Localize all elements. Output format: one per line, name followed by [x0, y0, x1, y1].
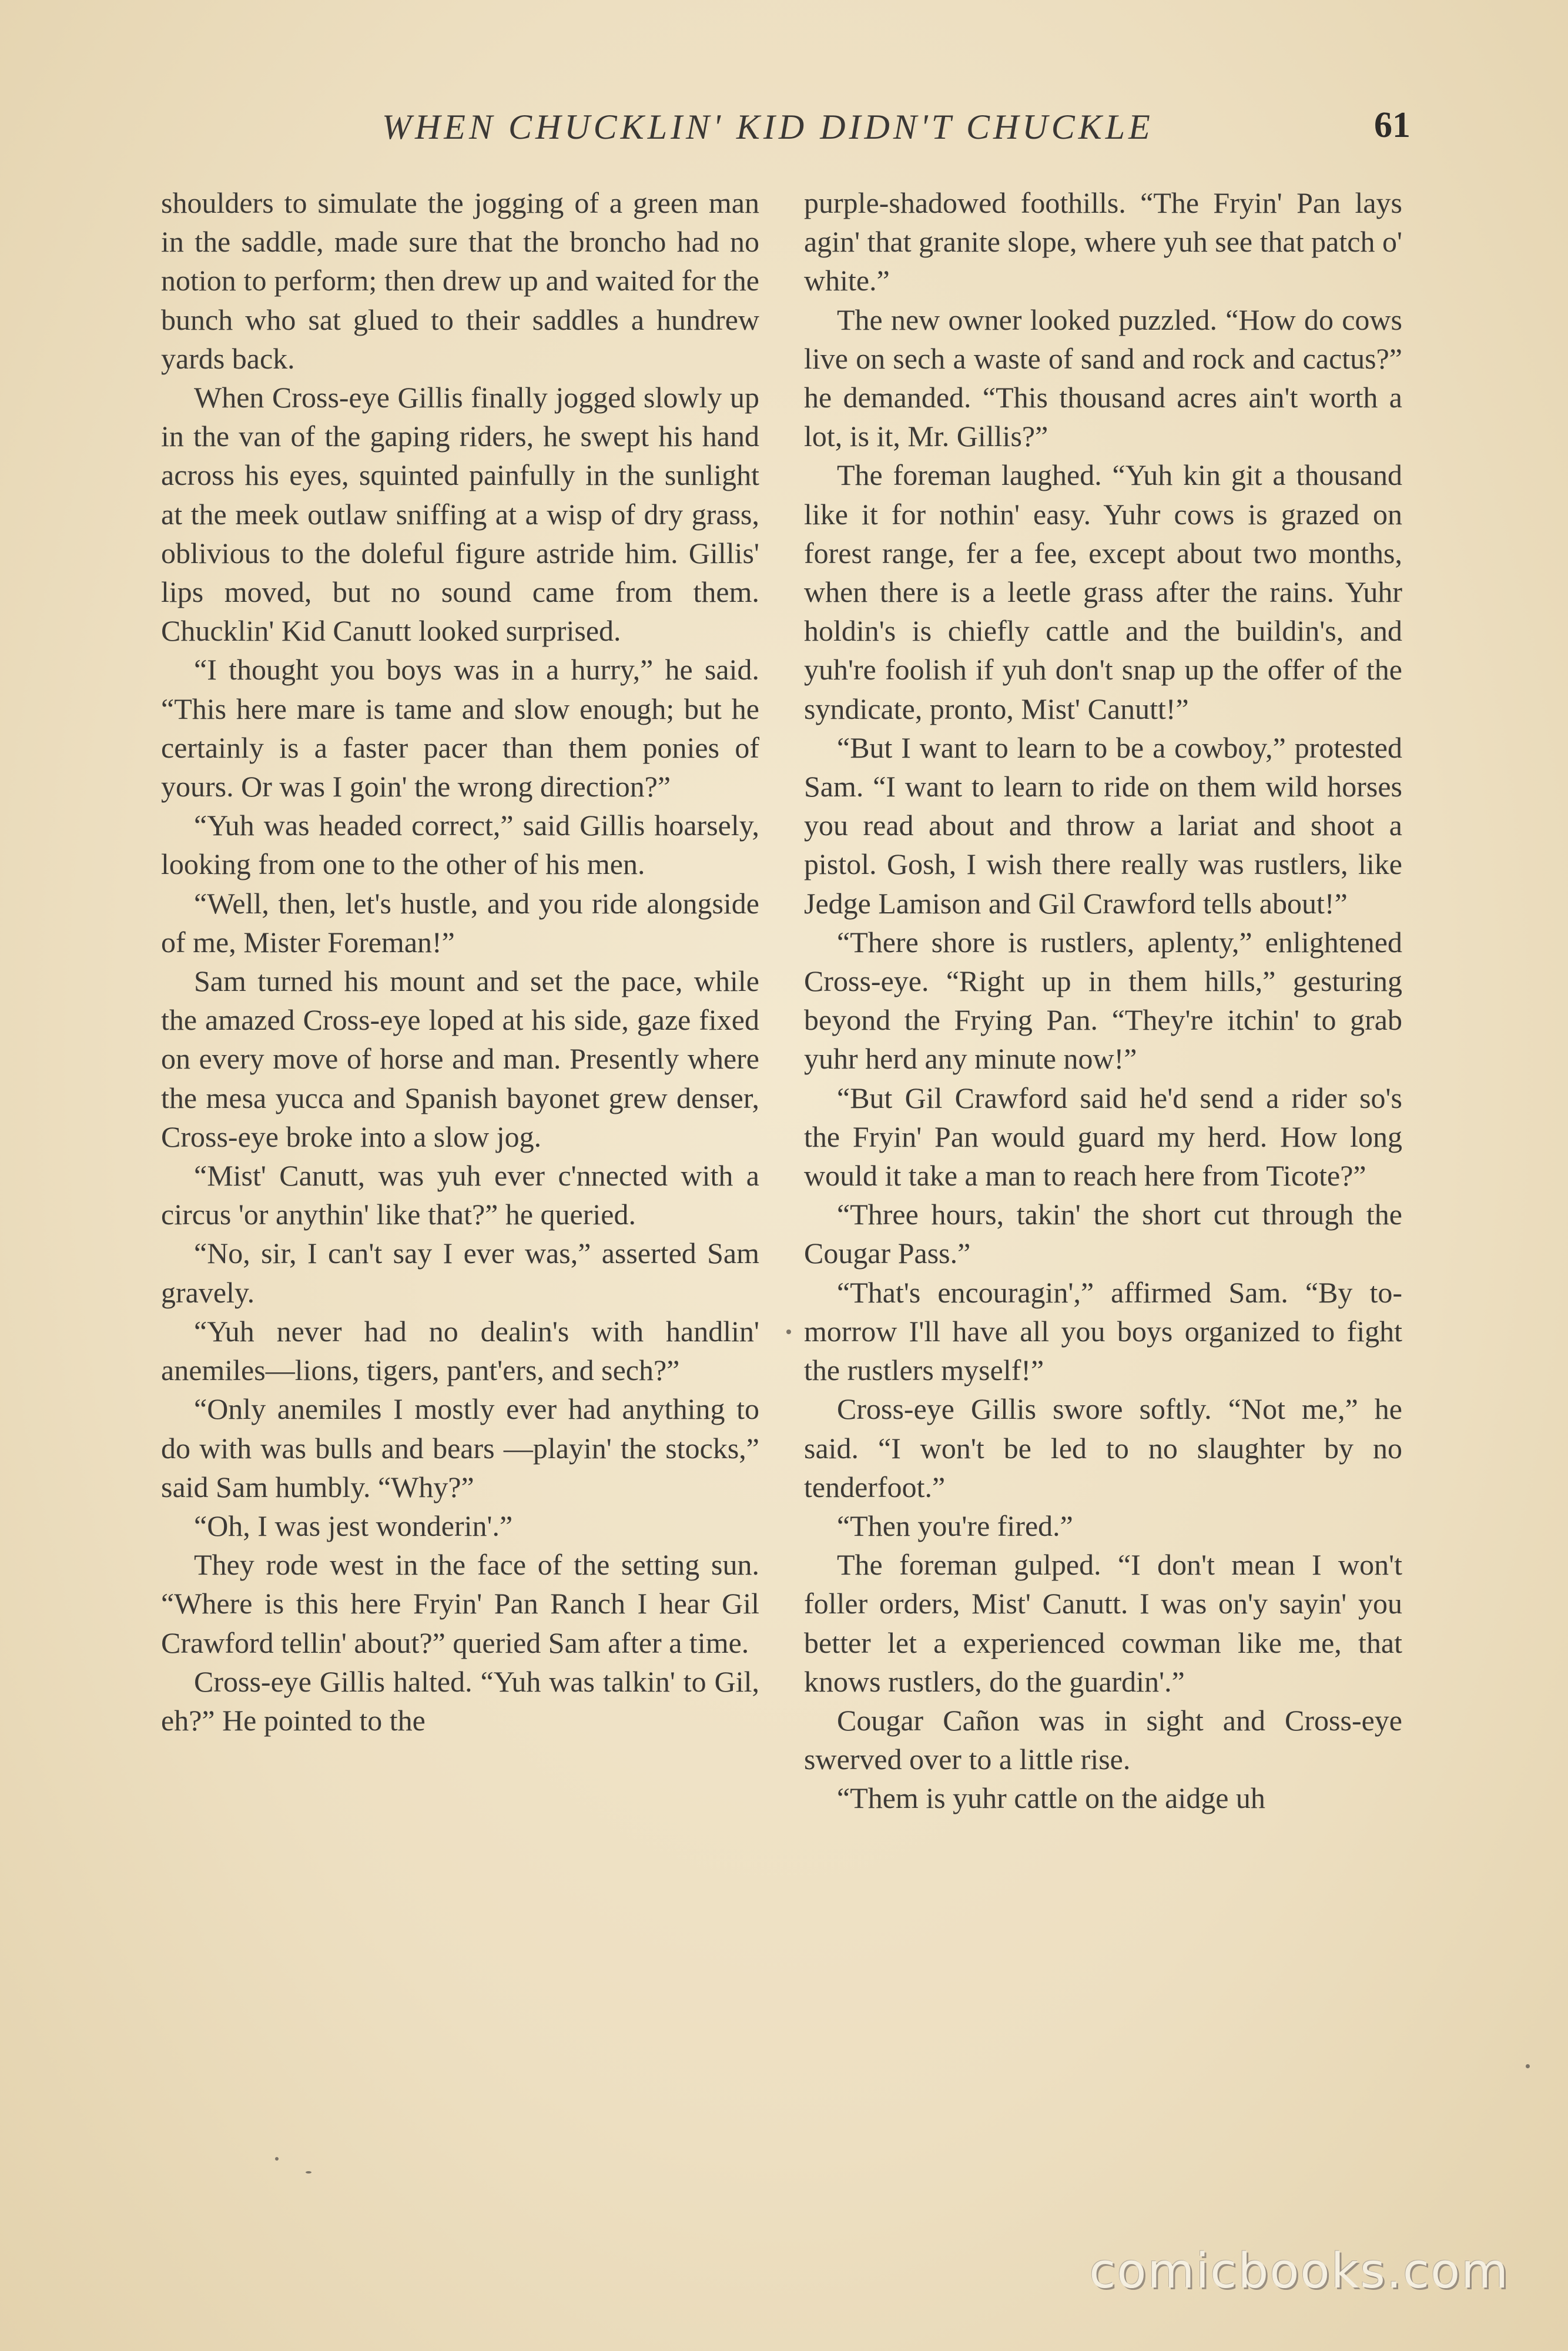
left-text-column — [161, 183, 759, 2182]
paragraph: “But Gil Crawford said he'd send a rider so's the Fryin' Pan would guard my herd. How long would it take a man to reach here from Ticote?” — [804, 1081, 1402, 1193]
running-title: WHEN CHUCKLIN' KID DIDN'T CHUCKLE — [382, 108, 1154, 146]
paper-speck — [786, 1329, 791, 1334]
paragraph: “Then you're fired.” — [837, 1509, 1073, 1542]
paragraph: “That's encouragin',” affirmed Sam. “By to-morrow I'll have all you boys organized to fight the rustlers myself!” — [804, 1275, 1402, 1387]
page-header — [159, 105, 1410, 158]
paragraph: “Three hours, takin' the short cut through the Cougar Pass.” — [804, 1198, 1402, 1270]
paragraph: “Well, then, let's hustle, and you ride alongside of me, Mister Foreman!” — [161, 886, 759, 959]
paragraph: purple-shadowed foothills. “The Fryin' Pan lays agin' that granite slope, where yuh see that patch o' white.” — [804, 186, 1402, 297]
paragraph: The foreman gulped. “I don't mean I won't foller orders, Mist' Canutt. I was on'y sayin' you better let a experienced cowman like me, that knows rustlers, do the guardin'.” — [804, 1548, 1402, 1698]
paragraph: “Them is yuhr cattle on the aidge uh — [837, 1781, 1265, 1815]
paragraph: “But I want to learn to be a cowboy,” protested Sam. “I want to learn to ride on them wild horses you read about and throw a lariat and shoot a pistol. Gosh, I wish there really was rustlers, like Jedge Lamison and Gil Crawford tells about!” — [804, 731, 1402, 920]
paragraph: shoulders to simulate the jogging of a green man in the saddle, made sure that the broncho had no notion to perform; then drew up and waited for the bunch who sat glued to their saddles a hundrew yards back. — [161, 186, 759, 375]
page-number: 61 — [1374, 105, 1410, 145]
paragraph: The new owner looked puzzled. “How do cows live on sech a waste of sand and rock and cactus?” he demanded. “This thousand acres ain't worth a lot, is it, Mr. Gillis?” — [804, 303, 1402, 453]
paragraph: “No, sir, I can't say I ever was,” asserted Sam gravely. — [161, 1237, 759, 1309]
watermark-logo: comicbooks.com — [1089, 2243, 1509, 2299]
paragraph: “I thought you boys was in a hurry,” he said. “This here mare is tame and slow enough; but he certainly is a faster pacer than them ponies of yours. Or was I goin' the wrong direction?” — [161, 653, 759, 803]
paragraph: Cross-eye Gillis swore softly. “Not me,” he said. “I won't be led to no slaughter by no tenderfoot.” — [804, 1392, 1402, 1503]
paragraph: “Yuh never had no dealin's with handlin' anemiles—lions, tigers, pant'ers, and sech?” — [161, 1314, 759, 1387]
right-text-column — [804, 183, 1402, 2182]
paragraph: Sam turned his mount and set the pace, while the amazed Cross-eye loped at his side, gaze fixed on every move of horse and man. Presently where the mesa yucca and Spanish bayonet grew denser, Cross-eye broke into a slow jog. — [161, 964, 759, 1153]
paragraph: “Yuh was headed correct,” said Gillis hoarsely, looking from one to the other of his men. — [161, 809, 759, 881]
paragraph: “Mist' Canutt, was yuh ever c'nnected with a circus 'or anythin' like that?” he queried. — [161, 1159, 759, 1231]
paragraph: The foreman laughed. “Yuh kin git a thousand like it for nothin' easy. Yuhr cows is grazed on forest range, fer a fee, except about two months, when there is a leetle grass after the rains. Yuhr holdin's is chiefly cattle and the buildin's, and yuh're foolish if yuh don't snap up the offer of the syndicate, pronto, Mist' Canutt!” — [804, 458, 1402, 725]
paper-speck — [1526, 2064, 1530, 2068]
paragraph: They rode west in the face of the setting sun. “Where is this here Fryin' Pan Ranch I hear Gil Crawford tellin' about?” queried Sam after a time. — [161, 1548, 759, 1659]
paragraph: “Only anemiles I mostly ever had anything to do with was bulls and bears —playin' the stocks,” said Sam humbly. “Why?” — [161, 1392, 759, 1503]
paragraph: Cougar Cañon was in sight and Cross-eye swerved over to a little rise. — [804, 1703, 1402, 1776]
paragraph: Cross-eye Gillis halted. “Yuh was talkin' to Gil, eh?” He pointed to the — [161, 1665, 759, 1737]
paragraph: “There shore is rustlers, aplenty,” enlightened Cross-eye. “Right up in them hills,” gesturing beyond the Frying Pan. “They're itchin' to grab yuhr herd any minute now!” — [804, 925, 1402, 1076]
paragraph: When Cross-eye Gillis finally jogged slowly up in the van of the gaping riders, he swept his hand across his eyes, squinted painfully in the sunlight at the meek outlaw sniffing at a wisp of dry grass, oblivious to the doleful figure astride him. Gillis' lips moved, but no sound came from them. Chucklin' Kid Canutt looked surprised. — [161, 381, 759, 648]
paper-speck — [275, 2157, 279, 2161]
paragraph: “Oh, I was jest wonderin'.” — [194, 1509, 513, 1542]
paper-speck — [306, 2171, 311, 2173]
